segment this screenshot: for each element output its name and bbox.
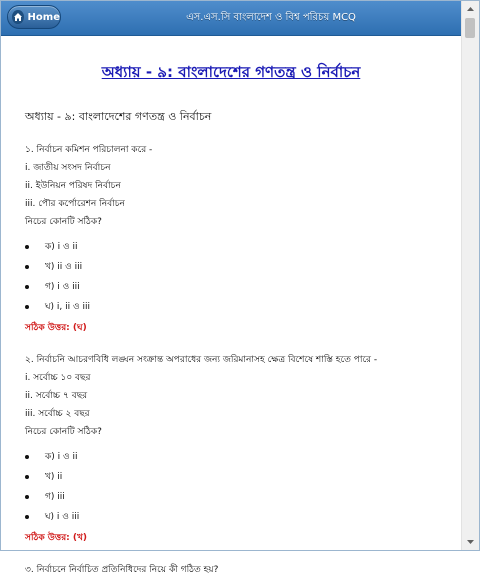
scroll-down-icon: [467, 540, 474, 544]
correct-answer: সঠিক উত্তর: (ঘ): [25, 323, 87, 333]
bullet-icon: [25, 495, 29, 499]
question-text: ৩. নির্বাচনে নির্বাচিত প্রতিনিধিদের নিয়ে কী গঠিত হয়?: [25, 565, 219, 575]
bullet-icon: [25, 265, 29, 269]
main-content: [1, 37, 461, 575]
choice-label: গ) i ও iii: [45, 282, 80, 292]
question-statement: i. সর্বোচ্চ ১০ বছর: [25, 373, 91, 383]
home-button-label: Home: [27, 11, 60, 23]
choice-label: ক) i ও ii: [45, 452, 78, 462]
header-bar: [1, 1, 461, 36]
choice-label: ঘ) i, ii ও iii: [45, 302, 91, 312]
choice-item[interactable]: [25, 277, 461, 297]
bullet-icon: [25, 305, 29, 309]
question-2: [25, 351, 461, 547]
home-button[interactable]: [7, 5, 61, 29]
bullet-icon: [25, 455, 29, 459]
choice-item[interactable]: [25, 237, 461, 257]
correct-answer: সঠিক উত্তর: (খ): [25, 533, 88, 543]
question-prompt: নিচের কোনটি সঠিক?: [25, 217, 102, 227]
choice-label: খ) ii: [45, 472, 63, 482]
question-prompt: নিচের কোনটি সঠিক?: [25, 427, 102, 437]
choice-list: [25, 237, 461, 317]
vertical-scrollbar[interactable]: [461, 1, 479, 550]
choice-item[interactable]: [25, 467, 461, 487]
bullet-icon: [25, 285, 29, 289]
question-statement: i. জাতীয় সংসদ নির্বাচন: [25, 163, 111, 173]
choice-item[interactable]: [25, 507, 461, 527]
bullet-icon: [25, 515, 29, 519]
page-title: অধ্যায় - ৯: বাংলাদেশের গণতন্ত্র ও নির্বাচন: [101, 63, 361, 81]
choice-label: ক) i ও ii: [45, 242, 78, 252]
scroll-up-button[interactable]: [462, 1, 479, 17]
scroll-down-button[interactable]: [462, 534, 479, 550]
question-statement: ii. সর্বোচ্চ ৭ বছর: [25, 391, 88, 401]
choice-label: ঘ) i ও iii: [45, 512, 80, 522]
question-statement: iii. পৌর কর্পোরেশন নির্বাচন: [25, 199, 125, 209]
home-icon: [12, 10, 24, 24]
choice-item[interactable]: [25, 447, 461, 467]
choice-label: গ) iii: [45, 492, 65, 502]
choice-label: খ) ii ও iii: [45, 262, 83, 272]
choice-item[interactable]: [25, 297, 461, 317]
bullet-icon: [25, 245, 29, 249]
question-statement: ii. ইউনিয়ন পরিষদ নির্বাচন: [25, 181, 121, 191]
header-title: এস.এস.সি বাংলাদেশ ও বিশ্ব পরিচয় MCQ: [186, 12, 356, 23]
question-3: [25, 561, 461, 579]
bullet-icon: [25, 475, 29, 479]
choice-item[interactable]: [25, 487, 461, 507]
choice-list: [25, 447, 461, 527]
question-text: ২. নির্বাচনি আচরণবিধি লঙ্ঘন সংক্রান্ত অপরাধের জন্য জরিমানাসহ ক্ষেত্র বিশেষে শাস্তি হতে পারে -: [25, 355, 378, 365]
section-heading: অধ্যায় - ৯: বাংলাদেশের গণতন্ত্র ও নির্বাচন: [25, 110, 212, 123]
scroll-up-icon: [467, 7, 474, 11]
choice-item[interactable]: [25, 257, 461, 277]
scroll-thumb[interactable]: [465, 18, 475, 38]
question-statement: iii. সর্বোচ্চ ২ বছর: [25, 409, 90, 419]
question-1: [25, 141, 461, 337]
question-text: ১. নির্বাচন কমিশন পরিচালনা করে -: [25, 145, 153, 155]
